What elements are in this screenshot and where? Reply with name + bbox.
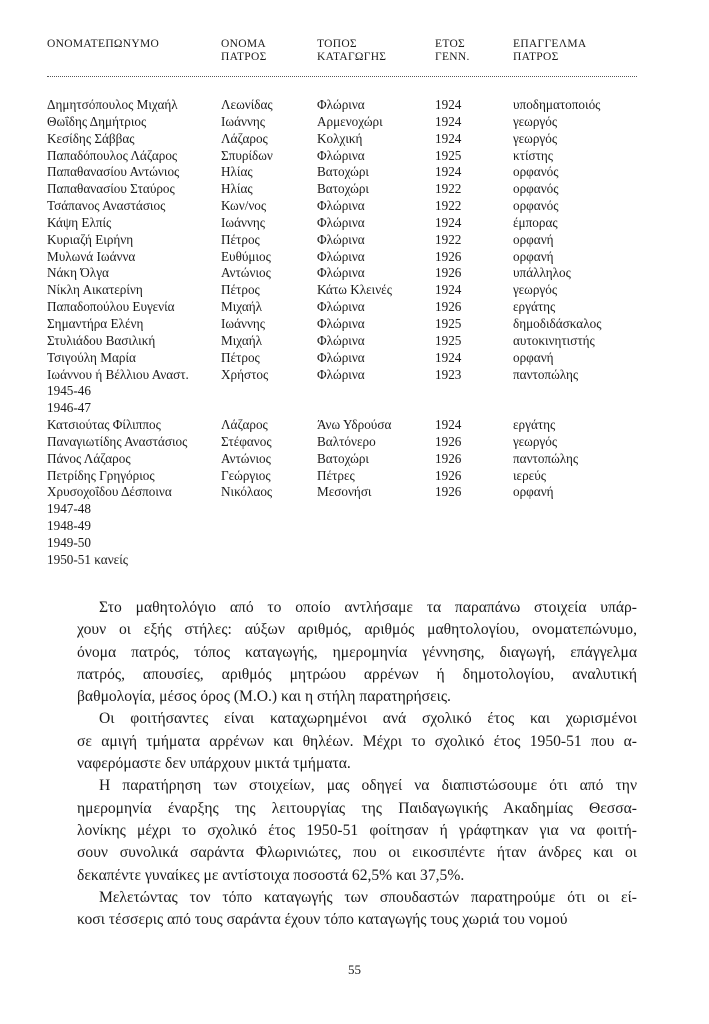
table-row xyxy=(47,114,647,131)
cell-job: γεωργός xyxy=(513,433,558,449)
cell-name: 1950-51 κανείς xyxy=(47,551,128,567)
cell-name: Πετρίδης Γρηγόριος xyxy=(47,467,155,483)
cell-name: Πάνος Λάζαρος xyxy=(47,450,131,466)
cell-year: 1925 xyxy=(435,147,462,163)
table-row xyxy=(47,181,647,198)
table-header xyxy=(47,38,637,78)
table-row xyxy=(47,265,647,282)
cell-year: 1926 xyxy=(435,299,462,315)
text-line: σε αμιγή τμήματα αρρένων και θηλέων. Μέχρι το σχολικό έτος 1950-51 που α- xyxy=(77,732,637,750)
body-text xyxy=(77,597,637,931)
text-line: όνομα πατρός, τόπος καταγωγής, ημερομηνία γέννησης, διαγωγή, επάγγελμα xyxy=(77,643,637,661)
text-line: κοσι τέσσερις από τους σαράντα έχουν τόπο καταγωγής τους χωριά του νομού xyxy=(77,911,568,929)
table-row xyxy=(47,400,647,417)
text-line: Η παρατήρηση των στοιχείων, μας οδηγεί να διαπιστώσουμε ότι από την xyxy=(99,777,637,795)
text-line: ημερομηνία έναρξης της λειτουργίας της Παιδαγωγικής Ακαδημίας Θεσσα- xyxy=(77,799,637,817)
paragraph xyxy=(77,597,637,708)
cell-place: Φλώρινα xyxy=(317,315,365,331)
paragraph xyxy=(77,887,637,932)
cell-job: γεωργός xyxy=(513,113,558,129)
cell-year: 1924 xyxy=(435,113,462,129)
cell-father: Στέφανος xyxy=(221,433,272,449)
paragraph xyxy=(77,708,637,775)
table-row xyxy=(47,299,647,316)
page-number: 55 xyxy=(348,962,361,977)
cell-place: Αρμενοχώρι xyxy=(317,113,383,129)
cell-place: Φλώρινα xyxy=(317,366,365,382)
table-row xyxy=(47,501,647,518)
cell-father: Κων/νος xyxy=(221,198,267,214)
cell-job: ιερεύς xyxy=(513,467,546,483)
cell-father: Σπυρίδων xyxy=(221,147,273,163)
table-row xyxy=(47,535,647,552)
cell-father: Ιωάννης xyxy=(221,113,266,129)
cell-father: Ευθύμιος xyxy=(221,248,271,264)
table-row xyxy=(47,249,647,266)
text-line: Στο μαθητολόγιο από το οποίο αντλήσαμε τα παραπάνω στοιχεία υπάρ- xyxy=(99,599,637,616)
cell-father: Πέτρος xyxy=(221,282,260,298)
cell-year: 1924 xyxy=(435,349,462,365)
text-line: χουν οι εξής στήλες: αύξων αριθμός, αριθμός μαθητολογίου, ονοματεπώνυμο, xyxy=(77,621,637,639)
cell-place: Μεσονήσι xyxy=(317,484,372,500)
table-row xyxy=(47,484,647,501)
cell-place: Φλώρινα xyxy=(317,332,365,348)
cell-name: 1949-50 xyxy=(47,534,91,550)
cell-name: Παπαδοπούλου Ευγενία xyxy=(47,299,175,315)
cell-job: ορφανή xyxy=(513,231,554,247)
text-line: βαθμολογία, μέσος όρος (Μ.Ο.) και η στήλη παρατηρήσεις. xyxy=(77,688,451,706)
cell-father: Αντώνιος xyxy=(221,265,271,281)
cell-father: Μιχαήλ xyxy=(221,299,263,315)
table-row xyxy=(47,131,647,148)
text-line: πατρός, απουσίες, αριθμός μητρώου αρρένων ή δημοτολογίου, αναλυτική xyxy=(77,665,637,683)
cell-job: παντοπώλης xyxy=(513,366,579,382)
cell-father: Ηλίας xyxy=(221,164,253,180)
cell-job: υποδηματοποιός xyxy=(513,97,601,112)
cell-name: Τσάπανος Αναστάσιος xyxy=(47,198,166,214)
cell-job: ορφανός xyxy=(513,164,559,180)
cell-year: 1922 xyxy=(435,198,462,214)
cell-job: κτίστης xyxy=(513,147,554,163)
text-line: Μελετώντας τον τόπο καταγωγής των σπουδαστών παρατηρούμε ότι οι εί- xyxy=(99,888,637,906)
cell-place: Κολχική xyxy=(317,130,363,146)
cell-name: Παπαθανασίου Αντώνιος xyxy=(47,164,180,180)
cell-place: Φλώρινα xyxy=(317,231,365,247)
cell-name: Κατσιούτας Φίλιππος xyxy=(47,417,161,433)
cell-job: εργάτης xyxy=(513,417,556,433)
cell-year: 1924 xyxy=(435,97,462,112)
cell-name: Στυλιάδου Βασιλική xyxy=(47,332,156,348)
cell-father: Ιωάννης xyxy=(221,315,266,331)
cell-place: Βαλτόνερο xyxy=(317,433,376,449)
cell-father: Ιωάννης xyxy=(221,214,266,230)
cell-job: ορφανή xyxy=(513,349,554,365)
cell-father: Πέτρος xyxy=(221,349,260,365)
table-row xyxy=(47,232,647,249)
header-year: ΕΤΟΣ ΓΕΝΝ. xyxy=(435,38,470,63)
cell-year: 1926 xyxy=(435,265,462,281)
cell-place: Βατοχώρι xyxy=(317,164,369,180)
cell-year: 1924 xyxy=(435,130,462,146)
header-job: ΕΠΑΓΓΕΛΜΑ ΠΑΤΡΟΣ xyxy=(513,38,587,63)
cell-name: Ιωάννου ή Βέλλιου Αναστ. xyxy=(47,366,189,382)
cell-job: αυτοκινητιστής xyxy=(513,332,595,348)
cell-father: Λάζαρος xyxy=(221,417,268,433)
cell-father: Ηλίας xyxy=(221,181,253,197)
cell-year: 1924 xyxy=(435,417,462,433)
cell-place: Φλώρινα xyxy=(317,147,365,163)
cell-name: Θωΐδης Δημήτριος xyxy=(47,113,147,129)
table-row xyxy=(47,215,647,232)
cell-name: Χρυσοχοΐδου Δέσποινα xyxy=(47,484,172,500)
cell-place: Βατοχώρι xyxy=(317,450,369,466)
table-row xyxy=(47,97,647,114)
cell-name: 1946-47 xyxy=(47,400,91,416)
cell-year: 1925 xyxy=(435,315,462,331)
cell-year: 1926 xyxy=(435,467,462,483)
cell-place: Κάτω Κλεινές xyxy=(317,282,392,298)
cell-name: Κάψη Ελπίς xyxy=(47,214,112,230)
cell-job: ορφανή xyxy=(513,248,554,264)
cell-year: 1923 xyxy=(435,366,462,382)
cell-year: 1926 xyxy=(435,484,462,500)
cell-name: Κεσίδης Σάββας xyxy=(47,130,135,146)
cell-name: 1945-46 xyxy=(47,383,91,399)
table-row xyxy=(47,164,647,181)
cell-name: Παπαθανασίου Σταύρος xyxy=(47,181,175,197)
table-row xyxy=(47,316,647,333)
cell-year: 1924 xyxy=(435,282,462,298)
header-name: ΟΝΟΜΑΤΕΠΩΝΥΜΟ xyxy=(47,38,160,50)
cell-place: Φλώρινα xyxy=(317,265,365,281)
cell-year: 1926 xyxy=(435,248,462,264)
paragraph xyxy=(77,775,637,886)
cell-place: Φλώρινα xyxy=(317,198,365,214)
text-line: σουν συνολικά σαράντα Φλωρινιώτες, που οι εικοσιπέντε ήταν άνδρες και οι xyxy=(77,844,637,862)
table-row xyxy=(47,417,647,434)
cell-year: 1922 xyxy=(435,181,462,197)
cell-name: Παναγιωτίδης Αναστάσιος xyxy=(47,433,188,449)
table-row xyxy=(47,367,647,384)
table-row xyxy=(47,282,647,299)
cell-job: υπάλληλος xyxy=(513,265,571,281)
cell-name: Νάκη Όλγα xyxy=(47,265,109,281)
cell-year: 1924 xyxy=(435,164,462,180)
cell-name: 1948-49 xyxy=(47,518,91,534)
cell-father: Λεωνίδας xyxy=(221,97,273,112)
cell-year: 1922 xyxy=(435,231,462,247)
text-line: λονίκης μέχρι το σχολικό έτος 1950-51 φοίτησαν ή γράφτηκαν για να φοιτή- xyxy=(77,821,637,839)
cell-job: γεωργός xyxy=(513,130,558,146)
student-table xyxy=(47,97,647,569)
cell-name: Κυριαζή Ειρήνη xyxy=(47,231,134,247)
cell-place: Φλώρινα xyxy=(317,299,365,315)
dotted-divider xyxy=(47,76,637,77)
cell-name: Τσιγούλη Μαρία xyxy=(47,349,136,365)
table-row xyxy=(47,333,647,350)
cell-job: έμπορας xyxy=(513,214,558,230)
cell-job: ορφανός xyxy=(513,181,559,197)
table-row xyxy=(47,434,647,451)
table-row xyxy=(47,148,647,165)
table-row xyxy=(47,198,647,215)
cell-job: δημοδιδάσκαλος xyxy=(513,315,602,331)
table-row xyxy=(47,468,647,485)
table-row xyxy=(47,552,647,569)
cell-year: 1924 xyxy=(435,214,462,230)
cell-job: εργάτης xyxy=(513,299,556,315)
cell-name: 1947-48 xyxy=(47,501,91,517)
table-row xyxy=(47,383,647,400)
cell-name: Δημητσόπουλος Μιχαήλ xyxy=(47,97,178,112)
text-line: Οι φοιτήσαντες είναι καταχωρημένοι ανά σχολικό έτος και χωρισμένοι xyxy=(99,710,637,728)
cell-name: Παπαδόπουλος Λάζαρος xyxy=(47,147,178,163)
cell-father: Νικόλαος xyxy=(221,484,273,500)
text-line: ναφερόμαστε δεν υπάρχουν μικτά τμήματα. xyxy=(77,755,351,773)
cell-year: 1926 xyxy=(435,450,462,466)
text-line: δεκαπέντε γυναίκες με αντίστοιχα ποσοστά 62,5% και 37,5%. xyxy=(77,866,465,884)
cell-father: Πέτρος xyxy=(221,231,260,247)
header-place: ΤΟΠΟΣ ΚΑΤΑΓΩΓΗΣ xyxy=(317,38,387,63)
cell-place: Φλώρινα xyxy=(317,248,365,264)
cell-job: ορφανή xyxy=(513,484,554,500)
cell-father: Χρήστος xyxy=(221,366,269,382)
cell-father: Αντώνιος xyxy=(221,450,271,466)
table-row xyxy=(47,451,647,468)
table-row xyxy=(47,518,647,535)
cell-year: 1925 xyxy=(435,332,462,348)
table-row xyxy=(47,350,647,367)
cell-place: Βατοχώρι xyxy=(317,181,369,197)
cell-place: Φλώρινα xyxy=(317,214,365,230)
header-father: ΟΝΟΜΑ ΠΑΤΡΟΣ xyxy=(221,38,267,63)
cell-name: Νίκλη Αικατερίνη xyxy=(47,282,143,298)
cell-job: ορφανός xyxy=(513,198,559,214)
cell-name: Μυλωνά Ιωάννα xyxy=(47,248,136,264)
cell-father: Λάζαρος xyxy=(221,130,268,146)
cell-place: Άνω Υδρούσα xyxy=(317,417,392,433)
cell-job: γεωργός xyxy=(513,282,558,298)
cell-father: Γεώργιος xyxy=(221,467,271,483)
cell-job: παντοπώλης xyxy=(513,450,579,466)
cell-father: Μιχαήλ xyxy=(221,332,263,348)
cell-place: Φλώρινα xyxy=(317,97,365,112)
cell-name: Σημαντήρα Ελένη xyxy=(47,315,144,331)
cell-year: 1926 xyxy=(435,433,462,449)
cell-place: Πέτρες xyxy=(317,467,355,483)
cell-place: Φλώρινα xyxy=(317,349,365,365)
